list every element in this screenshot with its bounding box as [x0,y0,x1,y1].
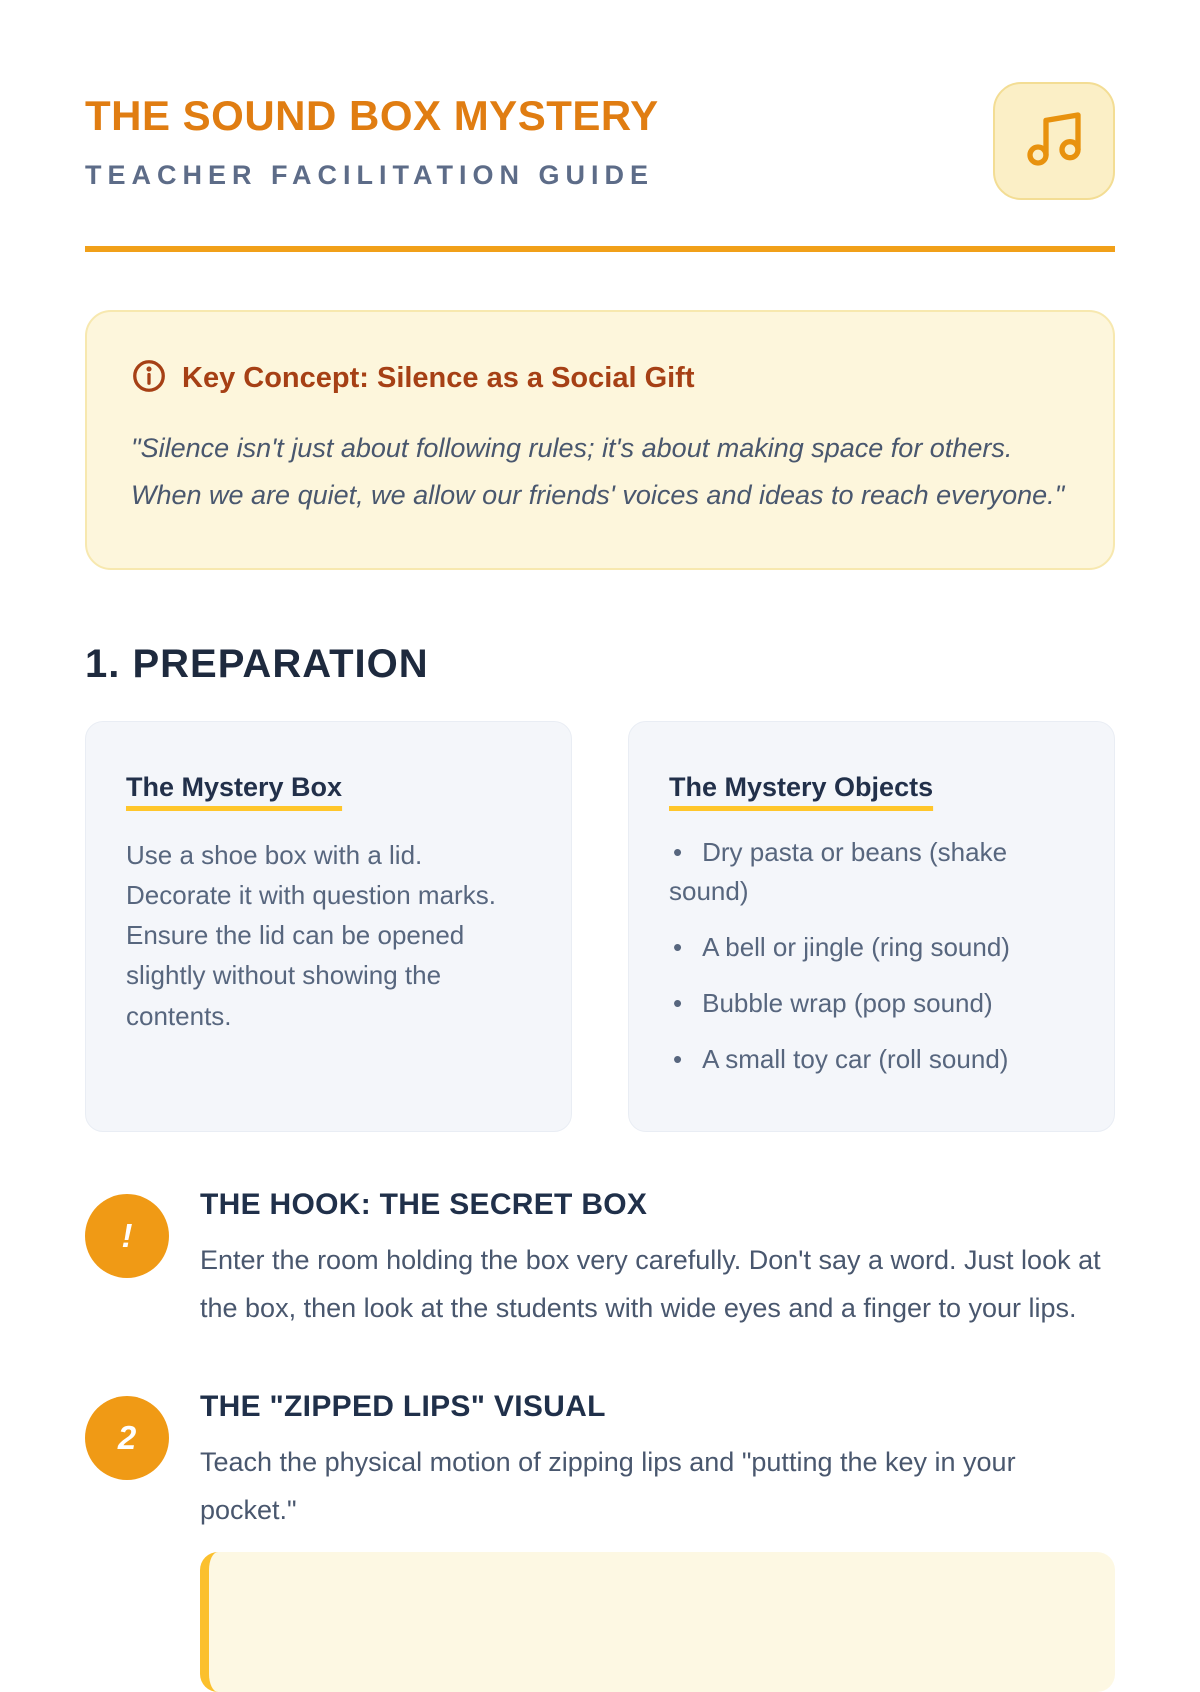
step-badge-2: 2 [85,1396,169,1480]
step-the-hook [85,1188,1115,1332]
header-titles [85,82,659,191]
step-body-the-hook: Enter the room holding the box very carefully. Don't say a word. Just look at the box, then look at the students with wide eyes and a finger to your lips. [200,1244,1101,1323]
card-mystery-box [85,721,572,1132]
header [85,82,1115,200]
step-title-the-hook: THE HOOK: THE SECRET BOX [200,1187,648,1221]
list-item-label: A bell or jingle (ring sound) [702,931,1010,962]
step-content [200,1188,1105,1332]
list-item [669,1040,1074,1079]
key-concept-quote: "Silence isn't just about following rules; it's about making space for others. When we are quiet, we allow our friends' voices and ideas to reach everyone." [131,433,1065,511]
card-body-mystery-box: Use a shoe box with a lid. Decorate it with question marks. Ensure the lid can be opened slightly without showing the contents. [126,839,496,1031]
list-item [669,928,1074,967]
bullet-icon: • [673,931,683,962]
preparation-cards [85,721,1115,1132]
mystery-objects-list [669,833,1074,1079]
page-subtitle: TEACHER FACILITATION GUIDE [85,160,654,190]
section-heading-preparation: 1. PREPARATION [85,641,429,686]
music-note-icon [1022,107,1086,176]
list-item-label: Dry pasta or beans (shake sound) [669,836,1008,906]
step-title-zipped-lips: THE "ZIPPED LIPS" VISUAL [200,1389,606,1423]
card-mystery-objects [628,721,1115,1132]
list-item-label: Bubble wrap (pop sound) [702,987,993,1018]
header-icon-badge [993,82,1115,200]
bullet-icon: • [673,1043,683,1074]
step-zipped-lips [85,1390,1115,1534]
bullet-icon: • [673,987,683,1018]
list-item-label: A small toy car (roll sound) [702,1043,1009,1074]
step-badge-exclamation: ! [85,1194,169,1278]
list-item [669,984,1074,1023]
card-title-mystery-objects: The Mystery Objects [669,771,934,802]
key-concept-callout [85,310,1115,570]
bullet-icon: • [673,836,683,867]
card-title-mystery-box: The Mystery Box [126,771,343,802]
key-concept-header [131,358,1069,399]
page-title: THE SOUND BOX MYSTERY [85,92,659,139]
step-body-zipped-lips: Teach the physical motion of zipping lips and "putting the key in your pocket." [200,1446,1016,1525]
tip-callout-cutoff [200,1552,1115,1692]
divider-rule [85,246,1115,252]
info-icon [131,358,167,399]
step-content [200,1390,1105,1534]
key-concept-title: Key Concept: Silence as a Social Gift [182,362,695,394]
list-item [669,833,1074,911]
